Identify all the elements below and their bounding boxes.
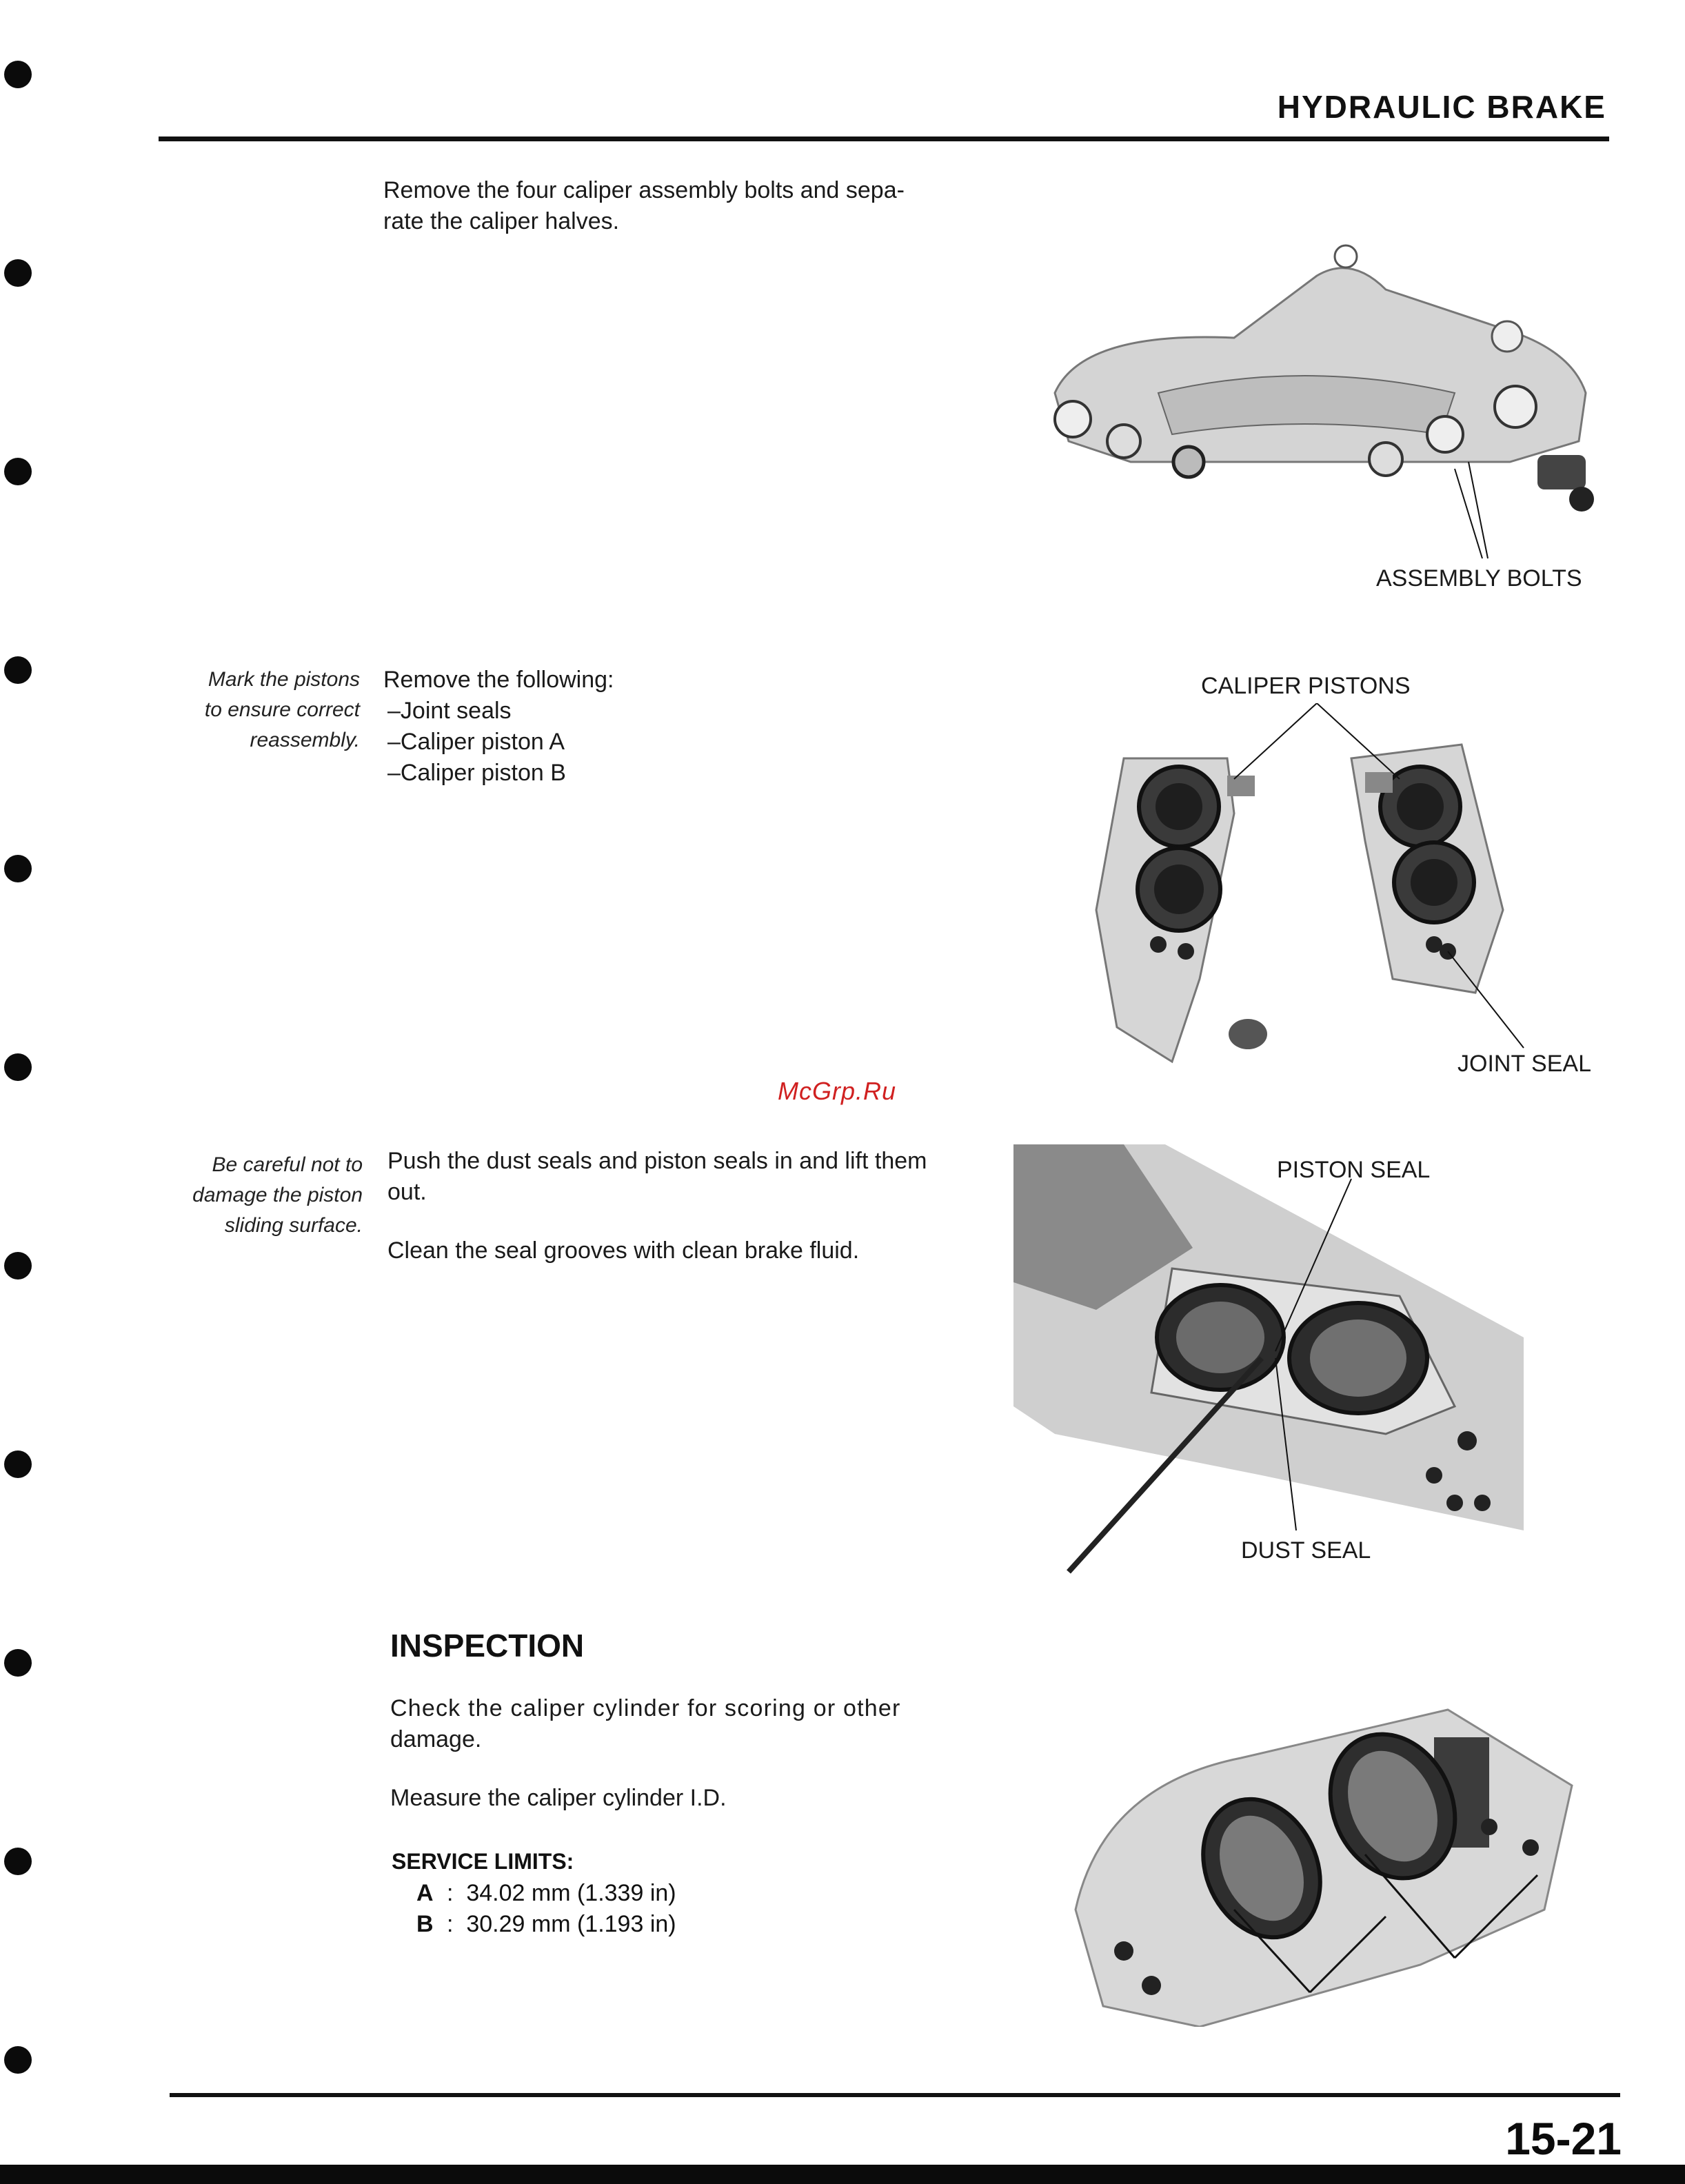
seals-instructions (387, 1146, 994, 1266)
limit-row-b (416, 1909, 676, 1940)
inspection-instructions (390, 1693, 997, 1814)
header-rule (159, 136, 1609, 141)
separate-line-2: rate the caliper halves. (383, 208, 620, 234)
binder-hole (4, 1649, 32, 1677)
inspection-heading: INSPECTION (390, 1628, 585, 1664)
piston-seal-photo (1013, 1144, 1524, 1586)
limit-row-a (416, 1878, 676, 1909)
note-line: damage the piston (192, 1184, 363, 1206)
remove-list (383, 696, 935, 789)
inspection-line-1: Check the caliper cylinder for scoring or other (390, 1695, 901, 1721)
watermark: McGrp.Ru (778, 1077, 897, 1105)
seals-clean-text: Clean the seal grooves with clean brake fluid. (387, 1237, 860, 1264)
limit-value: 34.02 mm (1.339 in) (466, 1880, 676, 1906)
measure-text: Measure the caliper cylinder I.D. (390, 1785, 727, 1811)
binder-hole (4, 1450, 32, 1478)
note-line: Be careful not to (212, 1153, 363, 1176)
remove-list-block (383, 665, 935, 789)
limit-colon: : (447, 1911, 467, 1937)
separate-instruction (383, 175, 990, 237)
footer-rule (170, 2093, 1620, 2097)
service-limits-title: SERVICE LIMITS: (392, 1849, 574, 1874)
binder-hole (4, 656, 32, 684)
list-item: –Caliper piston B (387, 760, 566, 786)
limit-colon: : (447, 1880, 467, 1906)
seals-line-1: Push the dust seals and piston seals in and lift them (387, 1148, 927, 1174)
caliper-pistons-label: CALIPER PISTONS (1201, 673, 1411, 699)
binder-hole (4, 458, 32, 485)
service-limits-list (416, 1878, 676, 1940)
note-line: to ensure correct (204, 698, 360, 721)
piston-seal-label: PISTON SEAL (1277, 1157, 1431, 1183)
binder-hole (4, 1252, 32, 1280)
remove-intro: Remove the following: (383, 667, 614, 693)
assembly-bolts-label: ASSEMBLY BOLTS (1376, 565, 1582, 592)
binder-hole (4, 2046, 32, 2074)
bottom-band (0, 2165, 1685, 2184)
seals-line-2: out. (387, 1179, 427, 1205)
binder-hole (4, 259, 32, 287)
dust-seal-label: DUST SEAL (1241, 1537, 1371, 1564)
caliper-cylinder-photo (1062, 1703, 1593, 2027)
list-item: –Joint seals (387, 698, 512, 724)
binder-hole (4, 1053, 32, 1081)
note-line: sliding surface. (224, 1214, 363, 1237)
joint-seal-label: JOINT SEAL (1457, 1051, 1591, 1077)
note-line: Mark the pistons (208, 668, 360, 691)
limit-key: B (416, 1911, 434, 1937)
binder-hole (4, 61, 32, 88)
note-line: reassembly. (250, 729, 360, 751)
binder-hole (4, 855, 32, 882)
caliper-bolts-photo (1027, 234, 1613, 565)
binder-hole (4, 1848, 32, 1875)
inspection-line-2: damage. (390, 1726, 482, 1752)
separate-line-1: Remove the four caliper assembly bolts and sepa- (383, 177, 905, 203)
mark-pistons-note (138, 665, 360, 756)
list-item: –Caliper piston A (387, 729, 565, 755)
limit-key: A (416, 1880, 434, 1906)
section-title: HYDRAULIC BRAKE (1277, 89, 1606, 125)
page-number: 15-21 (1505, 2113, 1622, 2164)
caliper-pistons-photo (1076, 703, 1558, 1075)
careful-note (138, 1150, 363, 1241)
limit-value: 30.29 mm (1.193 in) (466, 1911, 676, 1937)
